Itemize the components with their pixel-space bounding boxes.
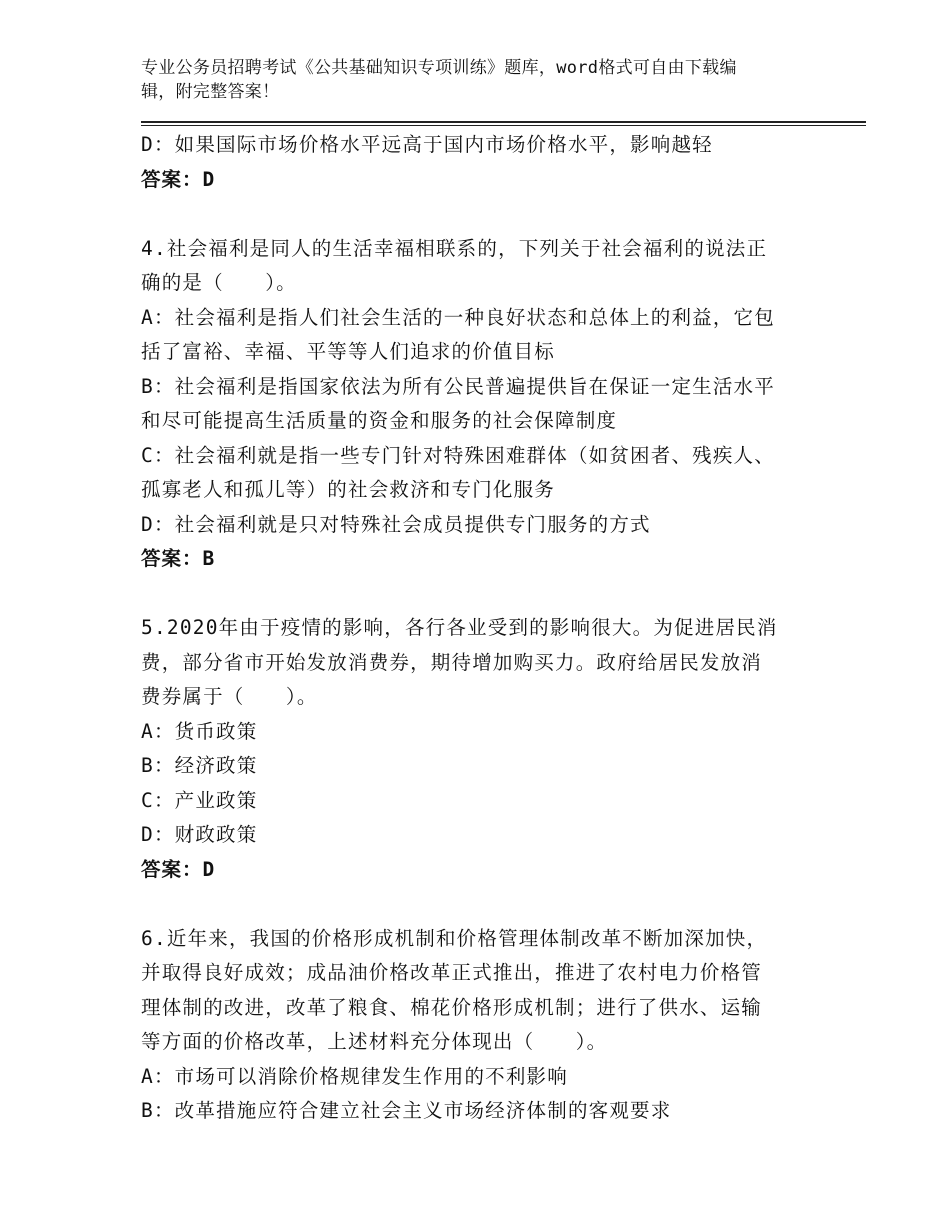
question-stem-line: 并取得良好成效；成品油价格改革正式推出，推进了农村电力价格管	[141, 961, 763, 984]
option-a-cont: 括了富裕、幸福、平等等人们追求的价值目标	[141, 340, 556, 363]
header-divider	[141, 121, 866, 126]
option-a: A：社会福利是指人们社会生活的一种良好状态和总体上的利益，它包	[141, 305, 775, 329]
option-d: D：社会福利就是只对特殊社会成员提供专门服务的方式	[141, 512, 651, 536]
option-b-cont: 和尽可能提高生活质量的资金和服务的社会保障制度	[141, 409, 618, 432]
question-stem-line: 理体制的改进，改革了粮食、棉花价格形成机制；进行了供水、运输	[141, 995, 763, 1019]
question-stem-line: 等方面的价格改革，上述材料充分体现出（ ）。	[141, 1030, 608, 1053]
question-4	[141, 232, 821, 577]
option-a: A：货币政策	[141, 719, 258, 743]
header-line: 专业公务员招聘考试《公共基础知识专项训练》题库，word格式可自由下载编	[141, 58, 737, 78]
question-stem-line: 费，部分省市开始发放消费券，期待增加购买力。政府给居民发放消	[141, 650, 763, 674]
question-stem-line: 确的是（ ）。	[141, 271, 297, 294]
question-stem-line: 5.2020年由于疫情的影响，各行各业受到的影响很大。为促进居民消	[141, 616, 778, 639]
question-stem-line: 4.社会福利是同人的生活幸福相联系的，下列关于社会福利的说法正	[141, 236, 768, 260]
option-b: B：改革措施应符合建立社会主义市场经济体制的客观要求	[141, 1099, 672, 1122]
option-a: A：市场可以消除价格规律发生作用的不利影响	[141, 1064, 568, 1088]
answer-line: 答案：B	[141, 547, 216, 570]
option-b: B：社会福利是指国家依法为所有公民普遍提供旨在保证一定生活水平	[141, 374, 775, 398]
answer-line: 答案：D	[141, 167, 216, 191]
spacer	[141, 887, 821, 922]
header-line: 辑，附完整答案！	[141, 82, 280, 102]
option-c: C：社会福利就是指一些专门针对特殊困难群体（如贫困者、残疾人、	[141, 443, 775, 467]
page-header	[141, 56, 831, 104]
document-body	[141, 128, 821, 1129]
question-6	[141, 922, 821, 1129]
answer-line: 答案：D	[141, 857, 216, 881]
option-d: D：如果国际市场价格水平远高于国内市场价格水平，影响越轻	[141, 133, 713, 156]
question-stem-line: 6.近年来，我国的价格形成机制和价格管理体制改革不断加深加快，	[141, 926, 768, 950]
previous-question-tail	[141, 128, 821, 197]
question-stem-line: 费券属于（ ）。	[141, 685, 318, 708]
option-c: C：产业政策	[141, 788, 258, 812]
option-b: B：经济政策	[141, 754, 258, 777]
spacer	[141, 577, 821, 612]
option-d: D：财政政策	[141, 823, 258, 846]
question-5	[141, 611, 821, 887]
spacer	[141, 197, 821, 232]
option-c-cont: 孤寡老人和孤儿等）的社会救济和专门化服务	[141, 478, 556, 501]
